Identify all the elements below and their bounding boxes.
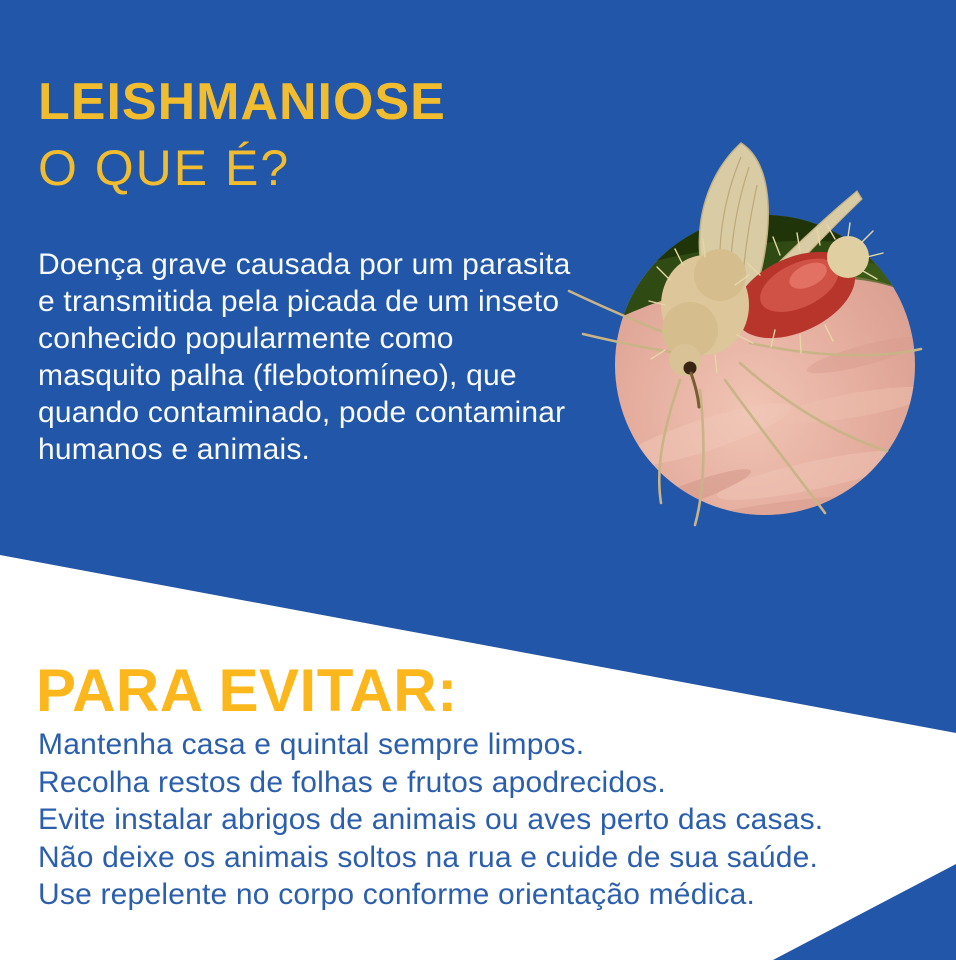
sandfly-photo-illustration <box>565 105 956 535</box>
description-line: humanos e animais. <box>38 433 311 466</box>
sandfly-on-skin-photo <box>565 105 956 535</box>
prevention-tip: Não deixe os animais soltos na rua e cuide de sua saúde. <box>38 840 819 874</box>
prevention-tip: Recolha restos de folhas e frutos apodrecidos. <box>38 765 666 799</box>
poster-subtitle: O QUE É? <box>38 140 291 196</box>
description-line: conhecido popularmente como <box>38 322 454 355</box>
prevention-tip: Mantenha casa e quintal sempre limpos. <box>38 728 585 761</box>
prevention-tip: Evite instalar abrigos de animais ou aves perto das casas. <box>38 803 824 836</box>
prevention-tip: Use repelente no corpo conforme orientação médica. <box>38 878 756 911</box>
description-line: masquito palha (flebotomíneo), que <box>38 359 517 392</box>
prevention-heading: PARA EVITAR: <box>36 657 458 724</box>
poster-title: LEISHMANIOSE <box>38 73 446 131</box>
description-line: Doença grave causada por um parasita <box>38 248 571 281</box>
description-line: quando contaminado, pode contaminar <box>38 396 566 429</box>
disease-description <box>38 246 598 468</box>
description-line: e transmitida pela picada de um inseto <box>38 285 560 318</box>
prevention-tips-list <box>38 726 938 914</box>
